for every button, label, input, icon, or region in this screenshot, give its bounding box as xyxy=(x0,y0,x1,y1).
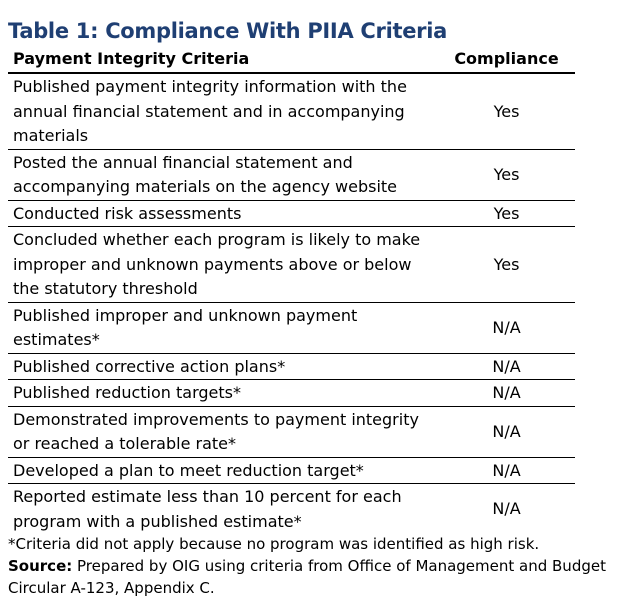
table-row xyxy=(8,353,575,380)
criteria-cell: Published reduction targets* xyxy=(8,380,438,407)
criteria-cell: Conducted risk assessments xyxy=(8,200,438,227)
compliance-cell: N/A xyxy=(438,353,575,380)
document-page xyxy=(8,18,608,599)
compliance-cell: N/A xyxy=(438,406,575,457)
table-row xyxy=(8,227,575,303)
compliance-cell: Yes xyxy=(438,200,575,227)
table-row xyxy=(8,457,575,484)
criteria-column-header: Payment Integrity Criteria xyxy=(8,47,438,73)
table-row xyxy=(8,406,575,457)
compliance-cell: Yes xyxy=(438,149,575,200)
table-row xyxy=(8,380,575,407)
criteria-cell: Posted the annual financial statement and accompanying materials on the agency website xyxy=(8,149,438,200)
table-title: Table 1: Compliance With PIIA Criteria xyxy=(8,19,447,43)
compliance-table xyxy=(8,47,575,534)
criteria-cell: Developed a plan to meet reduction target* xyxy=(8,457,438,484)
criteria-cell: Published improper and unknown payment estimates* xyxy=(8,302,438,353)
table-row xyxy=(8,200,575,227)
compliance-column-header: Compliance xyxy=(438,47,575,73)
compliance-cell: N/A xyxy=(438,457,575,484)
source-text: Prepared by OIG using criteria from Office of Management and Budget Circular A-123, Appendix C. xyxy=(8,557,606,597)
criteria-cell: Concluded whether each program is likely to make improper and unknown payments above or below the statutory threshold xyxy=(8,227,438,303)
criteria-cell: Published corrective action plans* xyxy=(8,353,438,380)
table-row xyxy=(8,484,575,535)
compliance-cell: N/A xyxy=(438,302,575,353)
criteria-cell: Demonstrated improvements to payment integrity or reached a tolerable rate* xyxy=(8,406,438,457)
source-note xyxy=(8,555,608,599)
table-row xyxy=(8,73,575,149)
compliance-cell: Yes xyxy=(438,227,575,303)
compliance-cell: N/A xyxy=(438,380,575,407)
criteria-cell: Published payment integrity information with the annual financial statement and in accompanying materials xyxy=(8,73,438,149)
table-footnote: *Criteria did not apply because no program was identified as high risk. xyxy=(8,535,540,553)
table-row xyxy=(8,149,575,200)
compliance-cell: N/A xyxy=(492,499,521,519)
table-row xyxy=(8,302,575,353)
compliance-cell: Yes xyxy=(438,73,575,149)
table-header-row xyxy=(8,47,575,73)
source-label: Source: xyxy=(8,557,73,575)
criteria-cell: Reported estimate less than 10 percent for each program with a published estimate* xyxy=(13,487,402,531)
